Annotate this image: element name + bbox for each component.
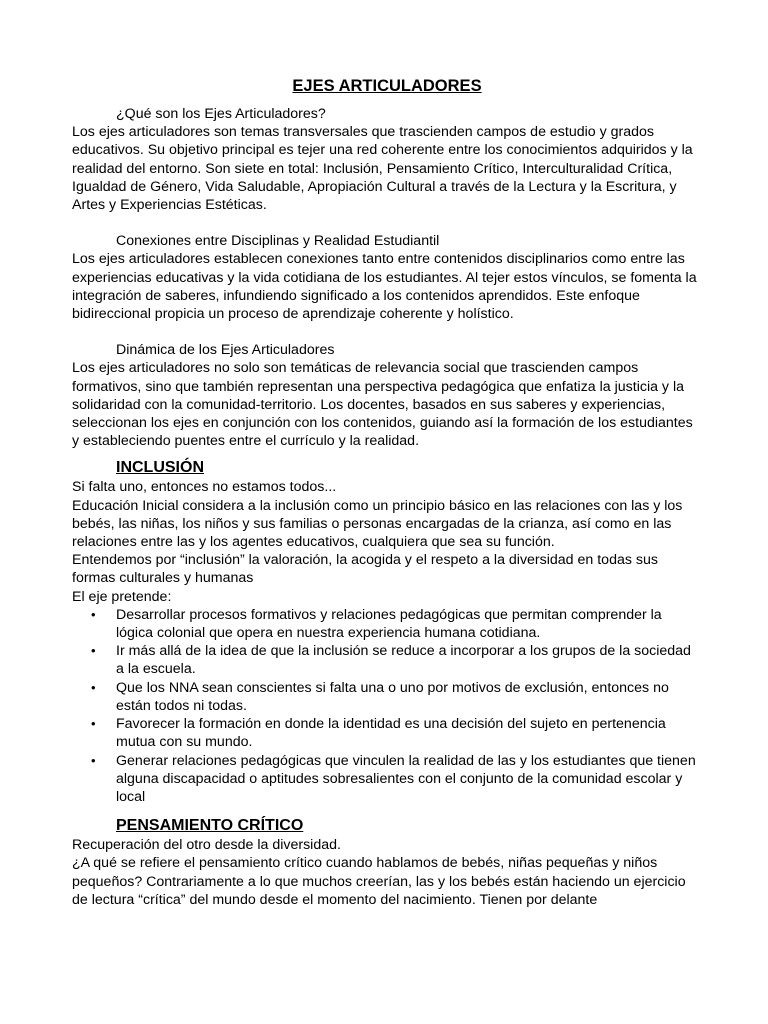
bullet-icon: • [91, 752, 96, 768]
list-item-text: Generar relaciones pedagógicas que vinculen la realidad de las y los estudiantes que tienen alguna discapacidad o aptitudes sobresalientes con el conjunto de la comunidad escolar y local [116, 752, 696, 805]
list-item [91, 606, 702, 642]
section-conexiones [72, 232, 702, 323]
inclusion-paragraph: Educación Inicial considera a la inclusión como un principio básico en las relaciones con las y los bebés, las niñas, los niños y sus familias o personas encargadas de la crianza, así como en las relaciones entre las y los agentes educativos, cualquiera que sea su función. [72, 497, 683, 551]
section-heading: ¿Qué son los Ejes Articuladores? [116, 106, 326, 122]
section-body: Los ejes articuladores son temas transversales que trascienden campos de estudio y grados educativos. Su objetivo principal es tejer una red coherente entre los conocimientos adquiridos y la realidad del entorno. Son siete en total: Inclusión, Pensamiento Crítico, Interculturalidad Crítica, Igualdad de Género, Vida Saludable, Apropiación Cultural a través de la Lectura y la Escritura, y Artes y Experiencias Estéticas. [72, 124, 693, 214]
section-inclusion [72, 458, 702, 806]
inclusion-subtitle: Si falta uno, entonces no estamos todos... [72, 479, 337, 496]
bullet-icon: • [91, 606, 96, 622]
list-item-text: Que los NNA sean conscientes si falta una o uno por motivos de exclusión, entonces no están todos ni todas. [116, 679, 669, 714]
list-item-text: Desarrollar procesos formativos y relaciones pedagógicas que permitan comprender la lógica colonial que opera en nuestra experiencia humana cotidiana. [116, 606, 662, 642]
section-dinamica [72, 341, 702, 450]
inclusion-lead: El eje pretende: [72, 588, 172, 605]
list-item [91, 642, 702, 678]
section-heading: Dinámica de los Ejes Articuladores [116, 342, 335, 359]
inclusion-heading: INCLUSIÓN [116, 459, 204, 477]
bullet-icon: • [91, 643, 96, 659]
list-item [91, 679, 702, 715]
list-item [91, 752, 702, 807]
section-heading: Conexiones entre Disciplinas y Realidad Estudiantil [116, 233, 440, 250]
bullet-icon: • [91, 679, 96, 695]
list-item-text: Ir más allá de la idea de que la inclusión se reduce a incorporar a los grupos de la sociedad a la escuela. [116, 643, 691, 678]
inclusion-bullet-list [72, 606, 702, 806]
document-content [72, 72, 702, 909]
pensamiento-paragraph: ¿A qué se refiere el pensamiento crítico cuando hablamos de bebés, niñas pequeñas y niños pequeños? Contrariamente a lo que muchos creerían, las y los bebés están haciendo un ejercicio de lectura “crítica” del mundo desde el momento del nacimiento. Tienen por delante [72, 855, 686, 908]
inclusion-paragraph: Entendemos por “inclusión” la valoración, la acogida y el respeto a la diversidad en todas sus formas culturales y humanas [72, 552, 658, 587]
section-pensamiento-critico [72, 816, 702, 909]
pensamiento-subtitle: Recuperación del otro desde la diversidad. [72, 837, 341, 854]
pensamiento-heading: PENSAMIENTO CRÍTICO [116, 817, 304, 835]
list-item [91, 715, 702, 751]
section-que-son [72, 105, 702, 214]
section-body: Los ejes articuladores no solo son temáticas de relevancia social que trascienden campos formativos, sino que también representan una perspectiva pedagógica que enfatiza la justicia y la solidaridad con la comunidad-territorio. Los docentes, basados en sus saberes y experiencias, seleccionan los ejes en conjunción con los contenidos, guiando así la formación de los estudiantes y estableciendo puentes entre el currículo y la realidad. [72, 360, 693, 450]
document-title: EJES ARTICULADORES [292, 77, 482, 95]
list-item-text: Favorecer la formación en donde la identidad es una decisión del sujeto en pertenencia mutua con su mundo. [116, 716, 666, 751]
section-body: Los ejes articuladores establecen conexiones tanto entre contenidos disciplinarios como entre las experiencias educativas y la vida cotidiana de los estudiantes. Al tejer estos vínculos, se fomenta la integración de saberes, infundiendo significado a los contenidos aprendidos. Este enfoque bidireccional propicia un proceso de aprendizaje coherente y holístico. [72, 251, 697, 323]
bullet-icon: • [91, 716, 96, 732]
